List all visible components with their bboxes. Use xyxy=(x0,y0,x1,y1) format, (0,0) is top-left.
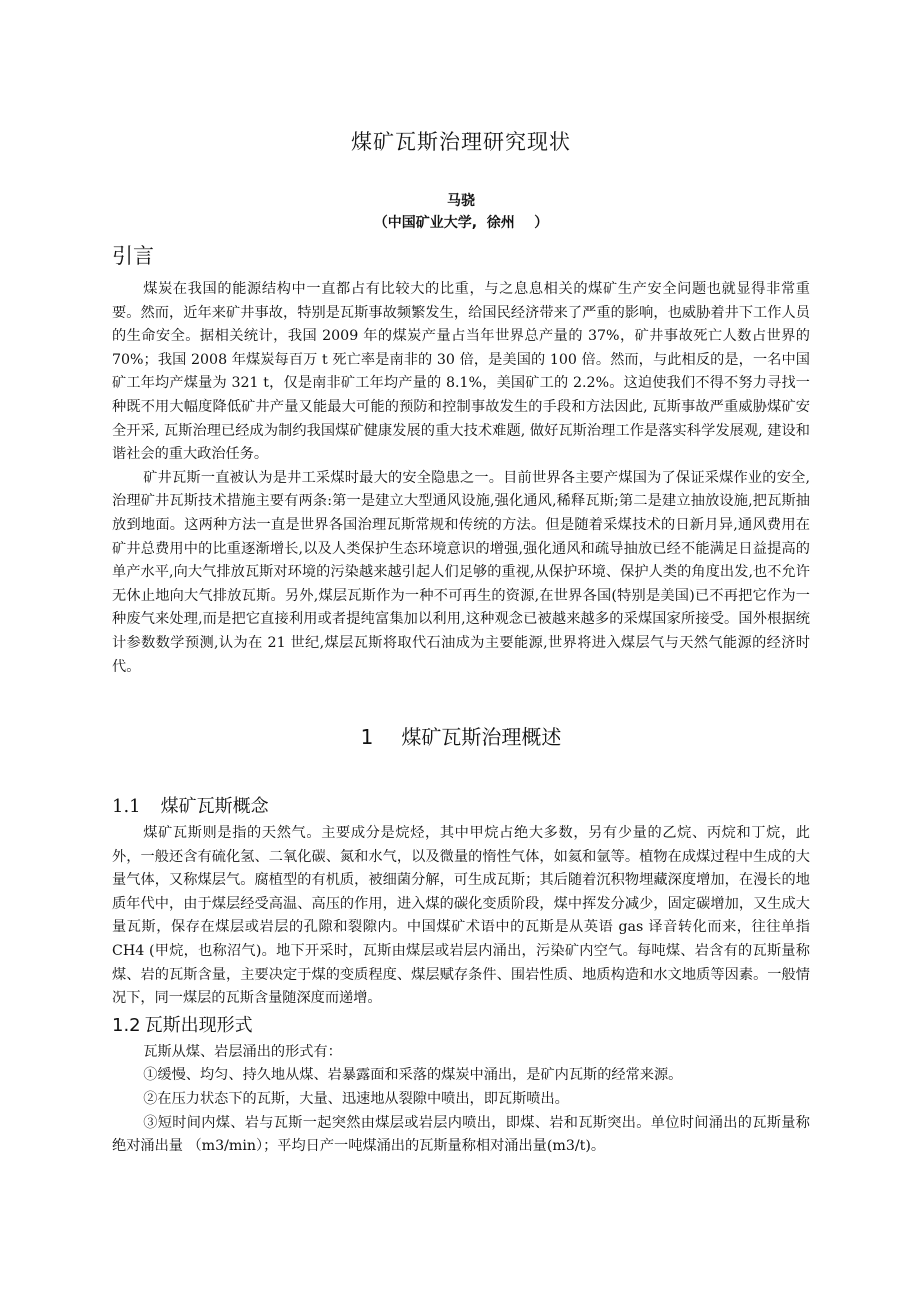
section-1-1-heading xyxy=(112,794,810,820)
document-title: 煤矿瓦斯治理研究现状 xyxy=(351,130,571,154)
section-1-1-paragraph: 煤矿瓦斯则是指的天然气。主要成分是烷烃，其中甲烷占绝大多数，另有少量的乙烷、丙烷和丁烷，此外，一般还含有硫化氢、二氧化碳、氮和水气，以及微量的惰性气体，如氦和氩等。植物在成煤过程中生成的大量气体，又称煤层气。腐植型的有机质，被细菌分解，可生成瓦斯；其后随着沉积物埋藏深度增加，在漫长的地质年代中，由于煤层经受高温、高压的作用，进入煤的碳化变质阶段，煤中挥发分减少，固定碳增加，又生成大量瓦斯，保存在煤层或岩层的孔隙和裂隙内。中国煤矿术语中的瓦斯是从英语 gas 译音转化而来，往往单指 CH4 (甲烷，也称沼气)。地下开采时，瓦斯由煤层或岩层内涌出，污染矿内空气。每吨煤、岩含有的瓦斯量称煤、岩的瓦斯含量，主要决定于煤的变质程度、煤层赋存条件、围岩性质、地质构造和水文地质等因素。一般情况下，同一煤层的瓦斯含量随深度而递增。 xyxy=(112,825,810,1007)
section-1-2-title: 瓦斯出现形式 xyxy=(144,1014,253,1036)
intro-paragraph-2: 矿井瓦斯一直被认为是井工采煤时最大的安全隐患之一。目前世界各主要产煤国为了保证采煤作业的安全,治理矿井瓦斯技术措施主要有两条:第一是建立大型通风设施,强化通风,稀释瓦斯;第二是建立抽放设施,把瓦斯抽放到地面。这两种方法一直是世界各国治理瓦斯常规和传统的方法。但是随着采煤技术的日新月异,通风费用在矿井总费用中的比重逐渐增长,以及人类保护生态环境意识的增强,强化通风和疏导抽放已经不能满足日益提高的单产水平,向大气排放瓦斯对环境的污染越来越引起人们足够的重视,从保护环境、保护人类的角度出发,也不允许无休止地向大气排放瓦斯。另外,煤层瓦斯作为一种不可再生的资源,在世界各国(特别是美国)已不再把它作为一种废气来处理,而是把它直接利用或者提纯富集加以利用,这种观念已被越来越多的采煤国家所接受。国外根据统计参数数学预测,认为在 21 世纪,煤层瓦斯将取代石油成为主要能源,世界将进入煤层气与天然气能源的经济时代。 xyxy=(112,469,810,675)
section-1-2-lead: 瓦斯从煤、岩层涌出的形式有： xyxy=(143,1043,342,1060)
intro-paragraph-1: 煤炭在我国的能源结构中一直都占有比较大的比重，与之息息相关的煤矿生产安全问题也就显得非常重要。然而，近年来矿井事故，特别是瓦斯事故频繁发生，给国民经济带来了严重的影响，也威胁着井下工作人员的生命安全。据相关统计，我国 2009 年的煤炭产量占当年世界总产量的 37%，矿井事故死亡人数占世界的 70%；我国 2008 年煤炭每百万 t 死亡率是南非的 30 倍，是美国的 100 倍。然而，与此相反的是，一名中国矿工年均产煤量为 321 t，仅是南非矿工年均产量的 8.1%，美国矿工的 2.2%。这迫使我们不得不努力寻找一种既不用大幅度降低矿井产量又能最大可能的预防和控制事故发生的手段和方法因此, 瓦斯事故严重威胁煤矿安全开采, 瓦斯治理已经成为制约我国煤矿健康发展的重大技术难题, 做好瓦斯治理工作是落实科学发展观, 建设和谐社会的重大政治任务。 xyxy=(112,281,810,463)
list-item: ①缓慢、均匀、持久地从煤、岩暴露面和采落的煤炭中涌出，是矿内瓦斯的经常来源。 xyxy=(143,1067,683,1084)
section-1-2-number: 1.2 xyxy=(112,1014,141,1036)
section-1-title: 煤矿瓦斯治理概述 xyxy=(401,725,562,750)
section-1-heading xyxy=(112,721,810,750)
author-affiliation: （中国矿业大学, 徐州 ） xyxy=(373,215,549,231)
list-item: ③短时间内煤、岩与瓦斯一起突然由煤层或岩层内喷出，即煤、岩和瓦斯突出。单位时间涌出的瓦斯量称绝对涌出量 （m3/min）；平均日产一吨煤涌出的瓦斯量称相对涌出量(m3/t)。 xyxy=(112,1114,810,1155)
list-item: ②在压力状态下的瓦斯，大量、迅速地从裂隙中喷出，即瓦斯喷出。 xyxy=(143,1091,569,1108)
section-1-2-heading xyxy=(112,1013,810,1039)
section-1-number: 1 xyxy=(360,725,374,750)
intro-heading: 引言 xyxy=(112,244,154,268)
section-1-1-title: 煤矿瓦斯概念 xyxy=(160,796,269,818)
author-name: 马骁 xyxy=(447,193,475,209)
section-1-1-number: 1.1 xyxy=(112,796,141,818)
